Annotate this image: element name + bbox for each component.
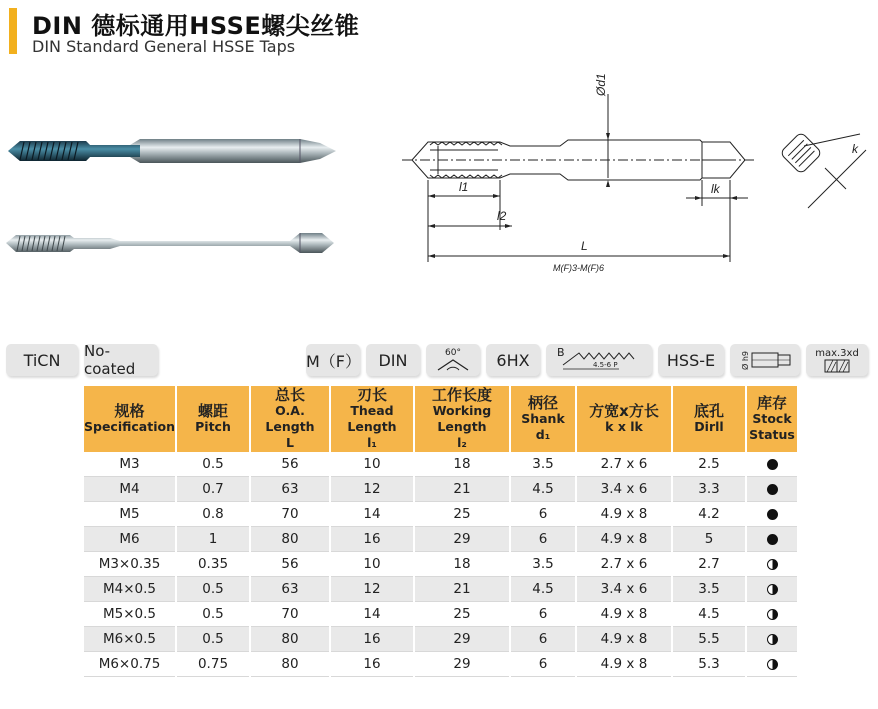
table-cell: M3×0.35 [84,552,176,577]
table-cell: 2.5 [672,452,746,477]
column-header-cn: 刃长 [356,386,387,404]
shank-h9-label: Ø h9 [741,351,750,370]
column-header [330,386,414,452]
table-cell: 4.5 [672,602,746,627]
stock-status-cell [746,602,798,627]
shank-tolerance-badge [730,344,800,376]
l1-dimension-label: l1 [459,180,469,194]
stock-status-cell [746,452,798,477]
table-cell: 0.5 [176,602,250,627]
table-cell: 5.3 [672,652,746,677]
table-row [84,452,798,477]
table-cell: 63 [250,477,330,502]
table-cell: 0.5 [176,577,250,602]
table-cell: 12 [330,577,414,602]
column-header-cn: 工作长度 [431,386,492,404]
table-cell: 3.3 [672,477,746,502]
table-row [84,602,798,627]
column-header-cn: 总长 [274,386,305,404]
standard-badge: DIN [366,344,420,376]
table-cell: 21 [414,577,510,602]
table-cell: 4.9 x 8 [576,502,672,527]
table-cell: 6 [510,652,576,677]
table-cell: 70 [250,602,330,627]
table-cell: M6×0.5 [84,627,176,652]
column-header [84,386,176,452]
lk-dimension-label: lk [711,182,720,196]
table-cell: M6×0.75 [84,652,176,677]
table-cell: 6 [510,527,576,552]
column-header-cn: 柄径 [527,394,558,412]
thread-angle-badge [426,344,480,376]
in-stock-icon [767,534,778,545]
table-cell: 6 [510,502,576,527]
table-cell: 16 [330,627,414,652]
table-cell: 4.2 [672,502,746,527]
stock-status-cell [746,477,798,502]
column-header [746,386,798,452]
stock-status-cell [746,527,798,552]
table-cell: 10 [330,452,414,477]
table-cell: 16 [330,652,414,677]
column-header-cn: 螺距 [197,402,228,420]
table-cell: 0.35 [176,552,250,577]
column-header [672,386,746,452]
table-cell: 80 [250,527,330,552]
stock-status-cell [746,552,798,577]
table-cell: 80 [250,652,330,677]
limited-stock-icon [767,659,778,670]
chamfer-thread-icon [549,345,649,375]
limited-stock-icon [767,609,778,620]
column-header-en: O.A. Length [265,403,315,434]
d1-dimension-label: Ød1 [594,73,608,96]
table-cell: 16 [330,527,414,552]
table-row [84,552,798,577]
table-cell: 10 [330,552,414,577]
tolerance-badge: 6HX [486,344,540,376]
table-cell: 12 [330,477,414,502]
column-header-cn: 规格 [114,402,145,420]
chamfer-pitch-label: 4.5-6 P [593,361,618,369]
table-cell: 4.9 x 8 [576,602,672,627]
table-cell: 14 [330,602,414,627]
thread-type-badge: M（F） [306,344,360,376]
limited-stock-icon [767,584,778,595]
stock-status-cell [746,627,798,652]
stock-status-cell [746,577,798,602]
stock-status-cell [746,502,798,527]
chamfer-form-badge [546,344,652,376]
table-cell: 70 [250,502,330,527]
limited-stock-icon [767,559,778,570]
column-header [176,386,250,452]
table-header-row [84,386,798,452]
table-cell: 14 [330,502,414,527]
table-cell: 0.5 [176,627,250,652]
table-cell: M5×0.5 [84,602,176,627]
table-cell: 3.5 [510,452,576,477]
runout-label: max.3xd [815,347,859,359]
material-badge: HSS-E [658,344,724,376]
k-dimension-label: k [852,142,858,156]
table-cell: 3.4 x 6 [576,477,672,502]
table-row [84,627,798,652]
column-header-cn: 底孔 [693,402,724,420]
table-cell: 29 [414,527,510,552]
column-header-cn: 方宽x方长 [589,402,659,420]
table-cell: 3.5 [510,552,576,577]
table-cell: 29 [414,652,510,677]
page-title: DIN 德标通用HSSE螺尖丝锥 [32,12,360,40]
stock-status-cell [746,652,798,677]
column-header [250,386,330,452]
table-cell: 2.7 x 6 [576,552,672,577]
table-cell: 18 [414,552,510,577]
table-cell: 4.9 x 8 [576,627,672,652]
column-header-en: Specification [84,419,175,434]
in-stock-icon [767,484,778,495]
table-cell: 63 [250,577,330,602]
column-header-symbol: L [286,435,294,450]
table-cell: 18 [414,452,510,477]
table-cell: 0.7 [176,477,250,502]
table-cell: 6 [510,627,576,652]
column-header-en: Stock [752,411,792,426]
column-header-cn: 库存 [756,394,787,412]
column-header [510,386,576,452]
table-body [84,452,798,677]
table-cell: 4.5 [510,477,576,502]
table-row [84,577,798,602]
table-row [84,652,798,677]
table-cell: M3 [84,452,176,477]
table-cell: M5 [84,502,176,527]
table-cell: 29 [414,627,510,652]
column-header-en: Shank [521,411,565,426]
table-cell: 4.9 x 8 [576,652,672,677]
table-cell: 0.8 [176,502,250,527]
table-cell: 80 [250,627,330,652]
table-cell: 0.75 [176,652,250,677]
column-header-en: Working Length [432,403,492,434]
runout-badge [806,344,868,376]
table-cell: 6 [510,602,576,627]
column-header-symbol: Status [749,427,795,442]
table-cell: 4.5 [510,577,576,602]
table-cell: M6 [84,527,176,552]
column-header-en: Pitch [195,419,231,434]
table-cell: 56 [250,552,330,577]
table-cell: M4×0.5 [84,577,176,602]
column-header-en: Dirll [694,419,724,434]
limited-stock-icon [767,634,778,645]
thread-angle-label: 60° [445,348,461,358]
column-header-en: Thead Length [347,403,397,434]
in-stock-icon [767,509,778,520]
table-cell: 21 [414,477,510,502]
table-cell: 0.5 [176,452,250,477]
column-header-symbol: d₁ [535,427,551,442]
specification-table [84,386,799,677]
column-header-en: k x lk [605,419,643,434]
table-cell: 2.7 x 6 [576,452,672,477]
table-cell: 56 [250,452,330,477]
table-row [84,527,798,552]
table-cell: 2.7 [672,552,746,577]
table-row [84,502,798,527]
page-subtitle: DIN Standard General HSSE Taps [32,37,296,56]
l2-dimension-label: l2 [497,209,507,223]
tap-technical-drawing [0,0,878,290]
overall-length-label: L [581,239,588,253]
column-header [414,386,510,452]
table-cell: 3.5 [672,577,746,602]
in-stock-icon [767,459,778,470]
tolerance-range-label: M(F)3-M(F)6 [553,263,604,273]
table-cell: M4 [84,477,176,502]
shank-h9-icon [734,346,796,374]
coating-badge-uncoated: No-coated [84,344,158,376]
thread-angle-icon [436,358,470,372]
table-cell: 25 [414,502,510,527]
column-header [576,386,672,452]
table-cell: 25 [414,602,510,627]
table-cell: 4.9 x 8 [576,527,672,552]
table-cell: 5 [672,527,746,552]
table-row [84,477,798,502]
table-cell: 3.4 x 6 [576,577,672,602]
runout-icon [823,359,851,373]
column-header-symbol: l₂ [457,435,467,450]
column-header-symbol: l₁ [367,435,377,450]
table-cell: 1 [176,527,250,552]
coating-badge-ticn: TiCN [6,344,78,376]
chamfer-b-label: B [557,346,565,359]
table-cell: 5.5 [672,627,746,652]
